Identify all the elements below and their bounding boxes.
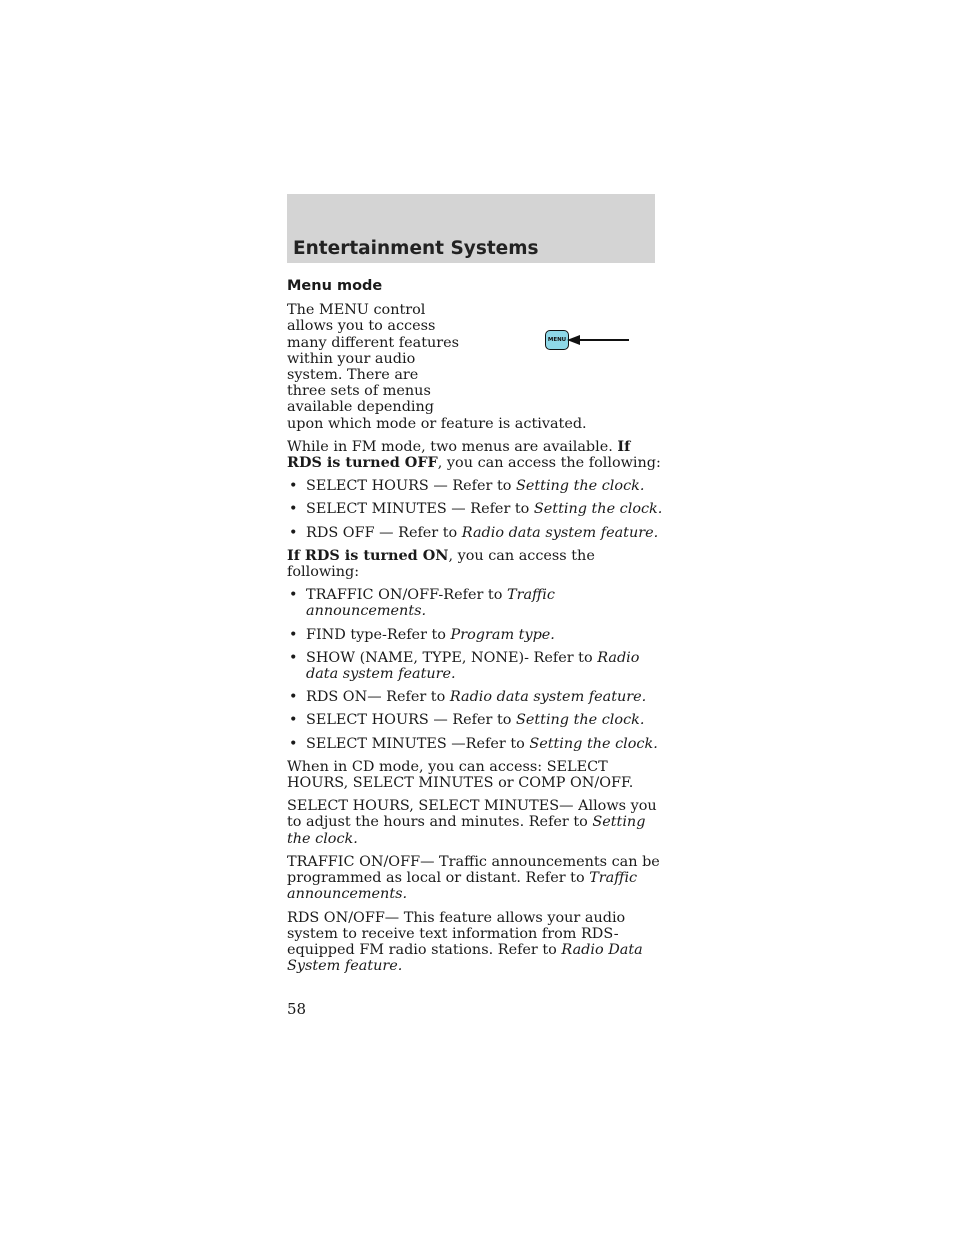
list-item-text: SELECT MINUTES —Refer to [306,735,530,752]
bullet-icon: • [289,524,298,541]
list-item-text: RDS ON— Refer to [306,689,450,706]
list-item [287,501,667,517]
list-item-reference: Radio data system feature. [306,649,640,683]
list-item-text: SELECT MINUTES — Refer to [306,501,534,518]
menu-button-label: MENU [547,337,567,344]
traffic-reference: Traffic announcements. [287,870,638,903]
menu-button-illustration [545,330,635,358]
list-item-reference: Setting the clock. [516,478,645,495]
list-item-reference: Radio data system feature. [461,524,659,541]
intro-line: system. There are [287,367,419,384]
bullet-icon: • [289,626,298,643]
rds-on-rest: , you can access the following: [287,547,595,581]
list-item-reference: Setting the clock. [516,712,645,729]
list-item [287,650,667,682]
list-item [287,627,667,643]
list-item-reference: Setting the clock. [529,735,658,752]
pointer-arrow-icon [567,333,629,347]
bullet-icon: • [289,735,298,752]
rds-off-list [287,478,667,541]
rds-onoff-text: RDS ON/OFF— This feature allows your audio system to receive text information from RDS-equipped FM radio stations. Refer to [287,909,626,958]
select-hours-reference: Setting the clock. [287,814,646,847]
bullet-icon: • [289,587,298,604]
list-item-reference: Traffic announcements. [306,587,555,620]
list-item-reference: Radio data system feature. [449,689,647,706]
fm-mode-sentence: While in FM mode, two menus are available. [287,438,613,455]
page-number: 58 [287,1000,307,1018]
list-item-text: SELECT HOURS — Refer to [306,478,516,495]
bullet-icon: • [289,712,298,729]
rds-on-emphasis: If RDS is turned ON [287,546,449,564]
menu-mode-heading: Menu mode [287,278,383,294]
list-item-reference: Setting the clock. [533,501,663,518]
list-item-text: RDS OFF — Refer to [306,524,462,541]
rds-off-emphasis: If RDS is turned OFF [287,437,631,472]
intro-line: allows you to access [287,318,436,335]
intro-line: three sets of menus [287,383,431,400]
list-item [287,478,667,494]
rds-onoff-paragraph [287,910,667,975]
list-item [287,587,667,619]
fm-mode-paragraph [287,439,667,471]
traffic-paragraph [287,854,667,903]
cd-mode-paragraph: When in CD mode, you can access: SELECT HOURS, SELECT MINUTES or COMP ON/OFF. [287,758,634,792]
select-hours-text: SELECT HOURS, SELECT MINUTES— Allows you to adjust the hours and minutes. Refer to [287,798,657,831]
section-title: Entertainment Systems [293,238,539,259]
menu-button-icon [545,330,569,350]
bullet-icon: • [289,649,298,666]
intro-line: many different features [287,334,460,351]
intro-line: available depending [287,399,434,416]
rds-off-rest: , you can access the following: [437,455,661,472]
list-item [287,736,667,752]
intro-line: upon which mode or feature is activated. [287,415,587,432]
list-item-reference: Program type. [450,626,555,643]
intro-paragraph [287,302,587,432]
bullet-icon: • [289,689,298,706]
bullet-icon: • [289,501,298,518]
section-header-band [287,194,655,263]
intro-block [287,302,667,432]
list-item-text: SELECT HOURS — Refer to [306,712,516,729]
list-item-text: SHOW (NAME, TYPE, NONE)- Refer to [306,649,598,666]
select-hours-paragraph [287,798,667,847]
traffic-text: TRAFFIC ON/OFF— Traffic announcements can be programmed as local or distant. Refer to [287,853,660,887]
rds-on-list [287,587,667,752]
page-content [287,278,667,981]
rds-onoff-reference: Radio Data System feature. [287,941,643,975]
list-item [287,712,667,728]
list-item-text: TRAFFIC ON/OFF-Refer to [306,587,507,604]
intro-line: within your audio [287,350,416,367]
list-item [287,525,667,541]
bullet-icon: • [289,478,298,495]
list-item [287,689,667,705]
rds-on-paragraph [287,548,667,580]
intro-line: The MENU control [287,302,426,319]
list-item-text: FIND type-Refer to [306,626,451,643]
